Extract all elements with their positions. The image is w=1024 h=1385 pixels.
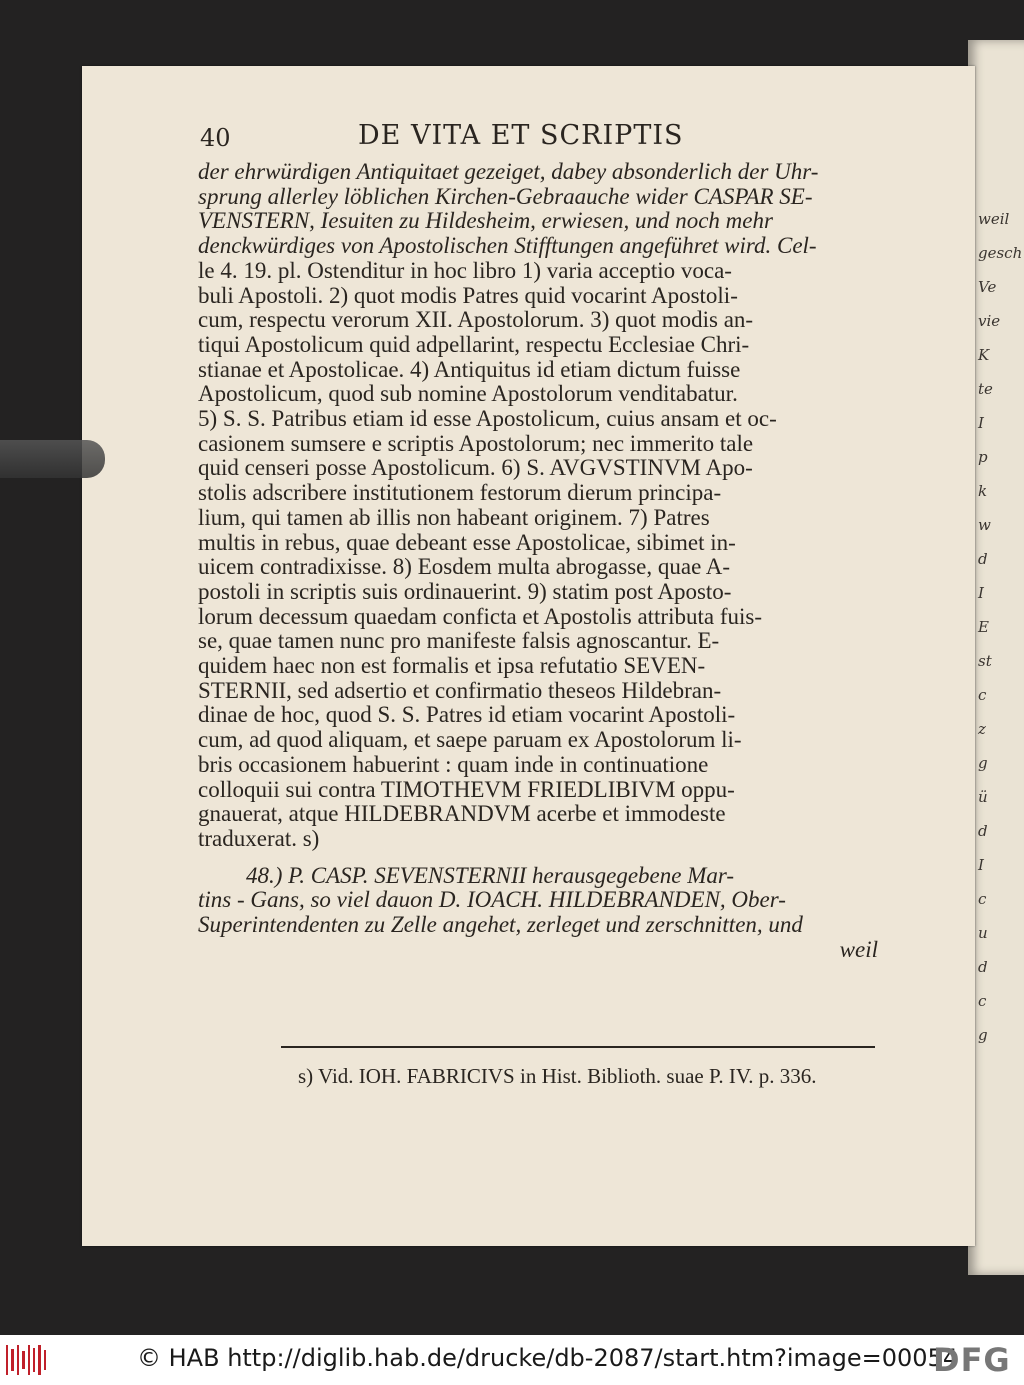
text-line: bris occasionem habuerint : quam inde in continuatione xyxy=(198,752,709,777)
page-header xyxy=(200,120,800,160)
bottom-bar xyxy=(0,1335,1024,1385)
adjacent-page-fragment: g xyxy=(978,754,988,772)
text-line: gnauerat, atque HILDEBRANDVM acerbe et immodeste xyxy=(198,802,726,827)
adjacent-page-fragment: weil xyxy=(978,210,1010,228)
text-line: lorum decessum quaedam conficta et Apostolis attributa fuis- xyxy=(198,604,762,629)
text-line: stianae et Apostolicae. 4) Antiquitus id etiam dictum fuisse xyxy=(198,357,741,382)
text-line: quidem haec non est formalis et ipsa refutatio SEVEN- xyxy=(198,654,706,679)
text-line: VENSTERN, Iesuiten zu Hildesheim, erwiesen, und noch mehr xyxy=(198,209,773,234)
adjacent-page-fragment: I xyxy=(978,856,984,874)
logo-bar xyxy=(38,1345,40,1375)
entry-line: Superintendenten zu Zelle angehet, zerleget und zerschnitten, und xyxy=(198,913,803,938)
body-text xyxy=(198,160,878,963)
adjacent-page-fragment: st xyxy=(978,652,992,670)
text-line: postoli in scriptis suis ordinauerint. 9) statim post Aposto- xyxy=(198,579,732,604)
footnote-rule xyxy=(281,1046,875,1048)
bookmark-tab xyxy=(0,440,105,478)
text-line: multis in rebus, quae debeant esse Apostolicae, sibimet in- xyxy=(198,530,736,555)
text-line: tiqui Apostolicum quid adpellarint, respectu Ecclesiae Chri- xyxy=(198,332,750,357)
adjacent-page-fragment: I xyxy=(978,584,984,602)
footnote: s) Vid. IOH. FABRICIVS in Hist. Biblioth. suae P. IV. p. 336. xyxy=(298,1064,817,1088)
adjacent-page-fragment: u xyxy=(978,924,988,942)
logo-bar xyxy=(6,1345,8,1375)
catchword: weil xyxy=(839,936,878,962)
entry-line: tins - Gans, so viel dauon D. IOACH. HILDEBRANDEN, Ober- xyxy=(198,888,786,913)
adjacent-page-fragment: E xyxy=(978,618,989,636)
logo-bar xyxy=(28,1345,30,1375)
dfg-logo: DFG xyxy=(933,1341,1011,1379)
text-line: 5) S. S. Patribus etiam id esse Apostolicum, cuius ansam et oc- xyxy=(198,407,777,432)
page-number: 40 xyxy=(200,124,231,152)
text-line: quid censeri posse Apostolicum. 6) S. AVGVSTINVM Apo- xyxy=(198,456,753,481)
adjacent-page-fragment: te xyxy=(978,380,993,398)
adjacent-page-fragment: ü xyxy=(978,788,988,806)
text-line: casionem sumsere e scriptis Apostolorum; nec immerito tale xyxy=(198,431,754,456)
text-line: STERNII, sed adsertio et confirmatio theseos Hildebran- xyxy=(198,678,722,703)
adjacent-page-fragment: d xyxy=(978,550,988,568)
text-line: denckwürdiges von Apostolischen Stifftungen angeführet wird. Cel- xyxy=(198,234,817,259)
text-line: cum, respectu verorum XII. Apostolorum. 3) quot modis an- xyxy=(198,308,754,333)
logo-bar xyxy=(11,1349,13,1371)
body-paragraph xyxy=(198,160,878,852)
adjacent-page-fragment: c xyxy=(978,992,987,1010)
text-line: der ehrwürdigen Antiquitaet gezeiget, dabey absonderlich der Uhr- xyxy=(198,160,819,184)
text-line: dinae de hoc, quod S. S. Patres id etiam vocarint Apostoli- xyxy=(198,703,736,728)
text-line: sprung allerley löblichen Kirchen-Gebraauche wider CASPAR SE- xyxy=(198,184,813,209)
adjacent-page-fragment: z xyxy=(978,720,986,738)
logo-bar xyxy=(22,1351,24,1369)
adjacent-page-fragment: c xyxy=(978,890,987,908)
logo-bar xyxy=(33,1348,35,1372)
text-line: cum, ad quod aliquam, et saepe paruam ex Apostolorum li- xyxy=(198,728,742,753)
adjacent-page-fragment: g xyxy=(978,1026,988,1044)
adjacent-page-fragment: d xyxy=(978,822,988,840)
adjacent-page-fragment: Ve xyxy=(978,278,997,296)
adjacent-page-fragment: w xyxy=(978,516,991,534)
text-line: Apostolicum, quod sub nomine Apostolorum venditabatur. xyxy=(198,382,738,407)
adjacent-page-fragment: K xyxy=(978,346,990,364)
bibliography-entry xyxy=(198,864,878,938)
adjacent-page-fragment: vie xyxy=(978,312,1001,330)
logo-bar xyxy=(17,1345,19,1375)
text-line: traduxerat. s) xyxy=(198,826,320,851)
text-line: se, quae tamen nunc pro manifeste falsis agnoscantur. E- xyxy=(198,629,720,654)
running-title: DE VITA ET SCRIPTIS xyxy=(358,120,684,151)
adjacent-page-fragment: p xyxy=(978,448,988,466)
text-line: lium, qui tamen ab illis non habeant originem. 7) Patres xyxy=(198,505,710,530)
text-line: le 4. 19. pl. Ostenditur in hoc libro 1) varia acceptio voca- xyxy=(198,258,732,283)
adjacent-page-fragment: k xyxy=(978,482,988,500)
text-line: uicem contradixisse. 8) Eosdem multa abrogasse, quae A- xyxy=(198,555,731,580)
adjacent-page-fragment: gesch xyxy=(978,244,1023,262)
logo-bar xyxy=(44,1350,46,1370)
adjacent-page-fragment: d xyxy=(978,958,988,976)
text-line: colloquii sui contra TIMOTHEVM FRIEDLIBIVM oppu- xyxy=(198,777,735,802)
text-line: stolis adscribere institutionem festorum dierum principa- xyxy=(198,481,722,506)
adjacent-page xyxy=(968,40,1024,1275)
adjacent-page-fragment: I xyxy=(978,414,984,432)
credit-link[interactable]: © HAB http://diglib.hab.de/drucke/db-2087/start.htm?image=00054 xyxy=(137,1344,959,1372)
adjacent-page-fragment: c xyxy=(978,686,987,704)
hab-logo-icon xyxy=(6,1345,46,1375)
entry-line: 48.) P. CASP. SEVENSTERNII herausgegebene Mar- xyxy=(246,863,735,888)
text-line: buli Apostoli. 2) quot modis Patres quid vocarint Apostoli- xyxy=(198,283,738,308)
